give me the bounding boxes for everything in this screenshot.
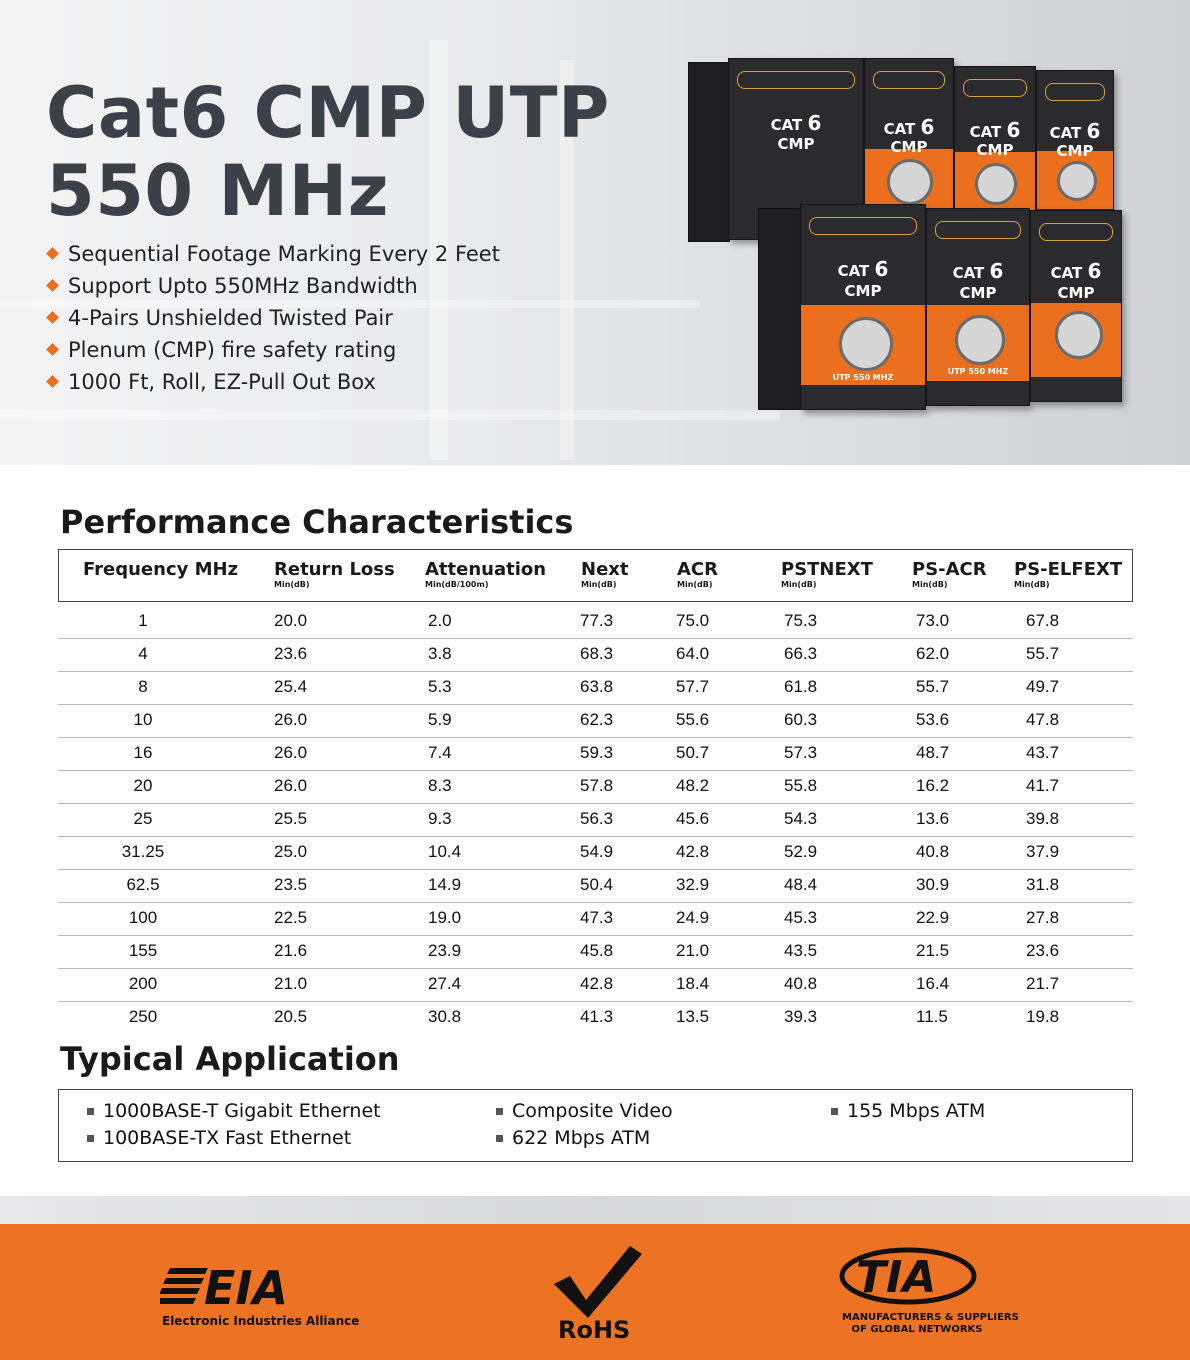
table-cell: 23.9 — [428, 941, 462, 960]
rohs-logo — [548, 1242, 648, 1352]
table-cell: 75.3 — [784, 611, 818, 630]
table-cell: 26.0 — [274, 710, 308, 729]
table-cell: 18.4 — [676, 974, 710, 993]
brand-logo — [1045, 83, 1105, 101]
product-box — [1030, 210, 1122, 402]
brand-logo — [873, 71, 945, 89]
table-row — [58, 771, 1133, 804]
application-item: 1000BASE-T Gigabit Ethernet — [87, 1098, 381, 1124]
product-box — [864, 58, 954, 220]
table-cell: 54.3 — [784, 809, 818, 828]
table-cell: 57.8 — [580, 776, 614, 795]
table-cell: 59.3 — [580, 743, 614, 762]
box-side-panel — [688, 62, 730, 242]
certification-footer — [0, 1224, 1190, 1360]
table-cell: 13.5 — [676, 1007, 710, 1026]
table-row — [58, 903, 1133, 936]
table-cell: 5.3 — [428, 677, 452, 696]
column-header: PS-ACR Min(dB) — [912, 559, 987, 589]
table-cell: 40.8 — [784, 974, 818, 993]
tia-caption: MANUFACTURERS & SUPPLIERS OF GLOBAL NETWORKS — [842, 1312, 1019, 1335]
feature-text: Sequential Footage Marking Every 2 Feet — [68, 242, 500, 266]
table-cell: 31.8 — [1026, 875, 1060, 894]
box-category-label: CAT 6 — [770, 111, 822, 135]
table-cell: 67.8 — [1026, 611, 1060, 630]
table-cell: 21.7 — [1026, 974, 1060, 993]
box-cmp-label: CMP — [976, 141, 1014, 159]
performance-heading: Performance Characteristics — [60, 503, 574, 541]
table-cell: 47.8 — [1026, 710, 1060, 729]
table-row — [58, 738, 1133, 771]
table-cell: 50.4 — [580, 875, 614, 894]
table-cell: 48.7 — [916, 743, 950, 762]
column-header: PSTNEXT Min(dB) — [781, 559, 873, 589]
table-cell: 60.3 — [784, 710, 818, 729]
table-cell: 8.3 — [428, 776, 452, 795]
feature-list — [46, 238, 500, 398]
table-cell: 48.4 — [784, 875, 818, 894]
table-cell: 22.5 — [274, 908, 308, 927]
box-cmp-label: CMP — [959, 284, 997, 302]
table-body — [58, 606, 1133, 1034]
table-cell: 57.3 — [784, 743, 818, 762]
table-cell: 55.6 — [676, 710, 710, 729]
table-cell: 13.6 — [916, 809, 950, 828]
diamond-bullet-icon — [46, 279, 59, 292]
hero-banner — [0, 0, 1190, 465]
table-cell: 20 — [133, 776, 153, 795]
table-cell: 45.3 — [784, 908, 818, 927]
table-cell: 41.3 — [580, 1007, 614, 1026]
application-heading: Typical Application — [60, 1040, 400, 1078]
brand-logo — [809, 217, 917, 235]
table-cell: 16 — [133, 743, 153, 762]
diamond-bullet-icon — [46, 375, 59, 388]
box-cmp-label: CMP — [1056, 142, 1094, 160]
cable-spool-icon — [839, 317, 893, 371]
table-cell: 16.2 — [916, 776, 950, 795]
table-cell: 155 — [128, 941, 158, 960]
box-category-label: CAT 6 — [1050, 259, 1102, 283]
table-cell: 25.4 — [274, 677, 308, 696]
table-cell: 45.8 — [580, 941, 614, 960]
table-cell: 42.8 — [676, 842, 710, 861]
box-utp-label: UTP 550 MHZ — [947, 367, 1009, 376]
table-cell: 73.0 — [916, 611, 950, 630]
table-cell: 100 — [128, 908, 158, 927]
table-cell: 27.4 — [428, 974, 462, 993]
table-cell: 37.9 — [1026, 842, 1060, 861]
product-box — [926, 208, 1030, 406]
table-cell: 1 — [138, 611, 148, 630]
table-cell: 20.0 — [274, 611, 308, 630]
product-box — [954, 66, 1036, 220]
table-cell: 23.6 — [274, 644, 308, 663]
table-cell: 62.0 — [916, 644, 950, 663]
table-cell: 54.9 — [580, 842, 614, 861]
table-row — [58, 870, 1133, 903]
box-category-label: CAT 6 — [837, 257, 889, 281]
square-bullet-icon — [87, 1108, 94, 1115]
box-cmp-label: CMP — [1057, 284, 1095, 302]
application-item: Composite Video — [496, 1098, 673, 1124]
table-cell: 22.9 — [916, 908, 950, 927]
table-cell: 27.8 — [1026, 908, 1060, 927]
brand-logo — [935, 221, 1021, 239]
table-cell: 48.2 — [676, 776, 710, 795]
table-cell: 21.5 — [916, 941, 950, 960]
feature-item — [46, 302, 500, 334]
box-cmp-label: CMP — [777, 135, 815, 153]
feature-item — [46, 366, 500, 398]
eia-logo — [160, 1254, 360, 1344]
svg-text:TIA: TIA — [856, 1252, 937, 1303]
table-cell: 25.5 — [274, 809, 308, 828]
table-header — [58, 549, 1133, 602]
feature-item — [46, 334, 500, 366]
table-cell: 55.8 — [784, 776, 818, 795]
table-cell: 7.4 — [428, 743, 452, 762]
table-cell: 4 — [138, 644, 148, 663]
table-cell: 250 — [128, 1007, 158, 1026]
table-cell: 5.9 — [428, 710, 452, 729]
product-box — [1036, 70, 1114, 218]
square-bullet-icon — [831, 1108, 838, 1115]
table-cell: 39.3 — [784, 1007, 818, 1026]
table-cell: 23.5 — [274, 875, 308, 894]
eia-emblem-icon — [160, 1254, 360, 1314]
table-cell: 55.7 — [916, 677, 950, 696]
footer-divider — [0, 1196, 1190, 1224]
eia-caption: Electronic Industries Alliance — [162, 1314, 360, 1328]
table-cell: 62.3 — [580, 710, 614, 729]
table-cell: 47.3 — [580, 908, 614, 927]
table-cell: 9.3 — [428, 809, 452, 828]
table-cell: 19.0 — [428, 908, 462, 927]
brand-logo — [1039, 223, 1113, 241]
cable-spool-icon — [1057, 161, 1097, 201]
tia-emblem-icon — [836, 1244, 986, 1308]
title-line-2: 550 MHz — [46, 150, 389, 232]
box-category-label: CAT 6 — [952, 259, 1004, 283]
table-cell: 75.0 — [676, 611, 710, 630]
table-cell: 30.9 — [916, 875, 950, 894]
tia-logo — [836, 1244, 1019, 1344]
cable-spool-icon — [955, 315, 1005, 365]
column-header: Frequency MHz — [83, 559, 239, 580]
box-category-label: CAT 6 — [1049, 119, 1101, 143]
page-title — [46, 74, 610, 230]
column-header: Attenuation Min(dB/100m) — [425, 559, 547, 589]
table-cell: 8 — [138, 677, 148, 696]
table-cell: 10 — [133, 710, 153, 729]
box-cmp-label: CMP — [844, 282, 882, 300]
table-cell: 43.5 — [784, 941, 818, 960]
product-box-stack — [688, 48, 1128, 418]
table-cell: 21.0 — [676, 941, 710, 960]
checkmark-icon — [548, 1242, 648, 1322]
table-cell: 49.7 — [1026, 677, 1060, 696]
table-cell: 66.3 — [784, 644, 818, 663]
box-cmp-label: CMP — [890, 138, 928, 156]
table-cell: 200 — [128, 974, 158, 993]
application-list — [58, 1089, 1133, 1162]
table-cell: 2.0 — [428, 611, 452, 630]
diamond-bullet-icon — [46, 247, 59, 260]
brand-logo — [963, 79, 1027, 97]
application-item: 622 Mbps ATM — [496, 1125, 650, 1151]
table-row — [58, 837, 1133, 870]
feature-text: 1000 Ft, Roll, EZ-Pull Out Box — [68, 370, 376, 394]
table-cell: 61.8 — [784, 677, 818, 696]
square-bullet-icon — [87, 1135, 94, 1142]
application-item: 100BASE-TX Fast Ethernet — [87, 1125, 351, 1151]
box-utp-label: UTP 550 MHZ — [832, 373, 894, 382]
diamond-bullet-icon — [46, 343, 59, 356]
column-header: Return Loss Min(dB) — [274, 559, 395, 589]
feature-text: 4-Pairs Unshielded Twisted Pair — [68, 306, 393, 330]
table-row — [58, 1002, 1133, 1034]
table-cell: 19.8 — [1026, 1007, 1060, 1026]
column-header: PS-ELFEXT Min(dB) — [1014, 559, 1123, 589]
table-cell: 10.4 — [428, 842, 462, 861]
svg-text:EIA: EIA — [204, 1261, 289, 1314]
feature-item — [46, 238, 500, 270]
box-side-panel — [758, 208, 802, 410]
table-row — [58, 969, 1133, 1002]
table-cell: 11.5 — [916, 1007, 948, 1026]
table-cell: 26.0 — [274, 776, 308, 795]
table-cell: 14.9 — [428, 875, 462, 894]
title-line-1: Cat6 CMP UTP — [46, 72, 610, 154]
cable-spool-icon — [1055, 311, 1103, 359]
table-row — [58, 639, 1133, 672]
table-cell: 25.0 — [274, 842, 308, 861]
table-cell: 26.0 — [274, 743, 308, 762]
product-box — [800, 204, 926, 410]
table-cell: 21.0 — [274, 974, 308, 993]
square-bullet-icon — [496, 1108, 503, 1115]
table-cell: 21.6 — [274, 941, 308, 960]
box-category-label: CAT 6 — [883, 115, 935, 139]
table-cell: 20.5 — [274, 1007, 308, 1026]
table-cell: 3.8 — [428, 644, 452, 663]
feature-item — [46, 270, 500, 302]
table-cell: 42.8 — [580, 974, 614, 993]
table-row — [58, 936, 1133, 969]
diamond-bullet-icon — [46, 311, 59, 324]
background-shelf — [0, 410, 780, 420]
box-category-label: CAT 6 — [969, 118, 1021, 142]
cable-spool-icon — [887, 159, 933, 205]
table-cell: 55.7 — [1026, 644, 1060, 663]
table-row — [58, 705, 1133, 738]
table-cell: 68.3 — [580, 644, 614, 663]
table-cell: 25 — [133, 809, 153, 828]
column-header: ACR Min(dB) — [677, 559, 719, 589]
feature-text: Plenum (CMP) fire safety rating — [68, 338, 397, 362]
table-cell: 31.25 — [121, 842, 165, 861]
table-cell: 30.8 — [428, 1007, 462, 1026]
table-cell: 57.7 — [676, 677, 710, 696]
feature-text: Support Upto 550MHz Bandwidth — [68, 274, 418, 298]
cable-spool-icon — [975, 163, 1017, 205]
table-cell: 56.3 — [580, 809, 614, 828]
table-cell: 50.7 — [676, 743, 710, 762]
table-cell: 77.3 — [580, 611, 614, 630]
table-cell: 24.9 — [676, 908, 710, 927]
brand-logo — [737, 71, 855, 89]
table-row — [58, 672, 1133, 705]
table-cell: 53.6 — [916, 710, 950, 729]
table-row — [58, 804, 1133, 837]
table-cell: 52.9 — [784, 842, 818, 861]
table-row — [58, 606, 1133, 639]
table-cell: 32.9 — [676, 875, 710, 894]
table-cell: 40.8 — [916, 842, 950, 861]
table-cell: 23.6 — [1026, 941, 1060, 960]
table-cell: 43.7 — [1026, 743, 1060, 762]
rohs-caption: RoHS — [558, 1316, 631, 1344]
table-cell: 39.8 — [1026, 809, 1060, 828]
application-item: 155 Mbps ATM — [831, 1098, 985, 1124]
table-cell: 62.5 — [126, 875, 160, 894]
table-cell: 45.6 — [676, 809, 710, 828]
table-cell: 16.4 — [916, 974, 950, 993]
table-cell: 64.0 — [676, 644, 710, 663]
column-header: Next Min(dB) — [581, 559, 629, 589]
square-bullet-icon — [496, 1135, 503, 1142]
table-cell: 63.8 — [580, 677, 614, 696]
table-cell: 41.7 — [1026, 776, 1060, 795]
